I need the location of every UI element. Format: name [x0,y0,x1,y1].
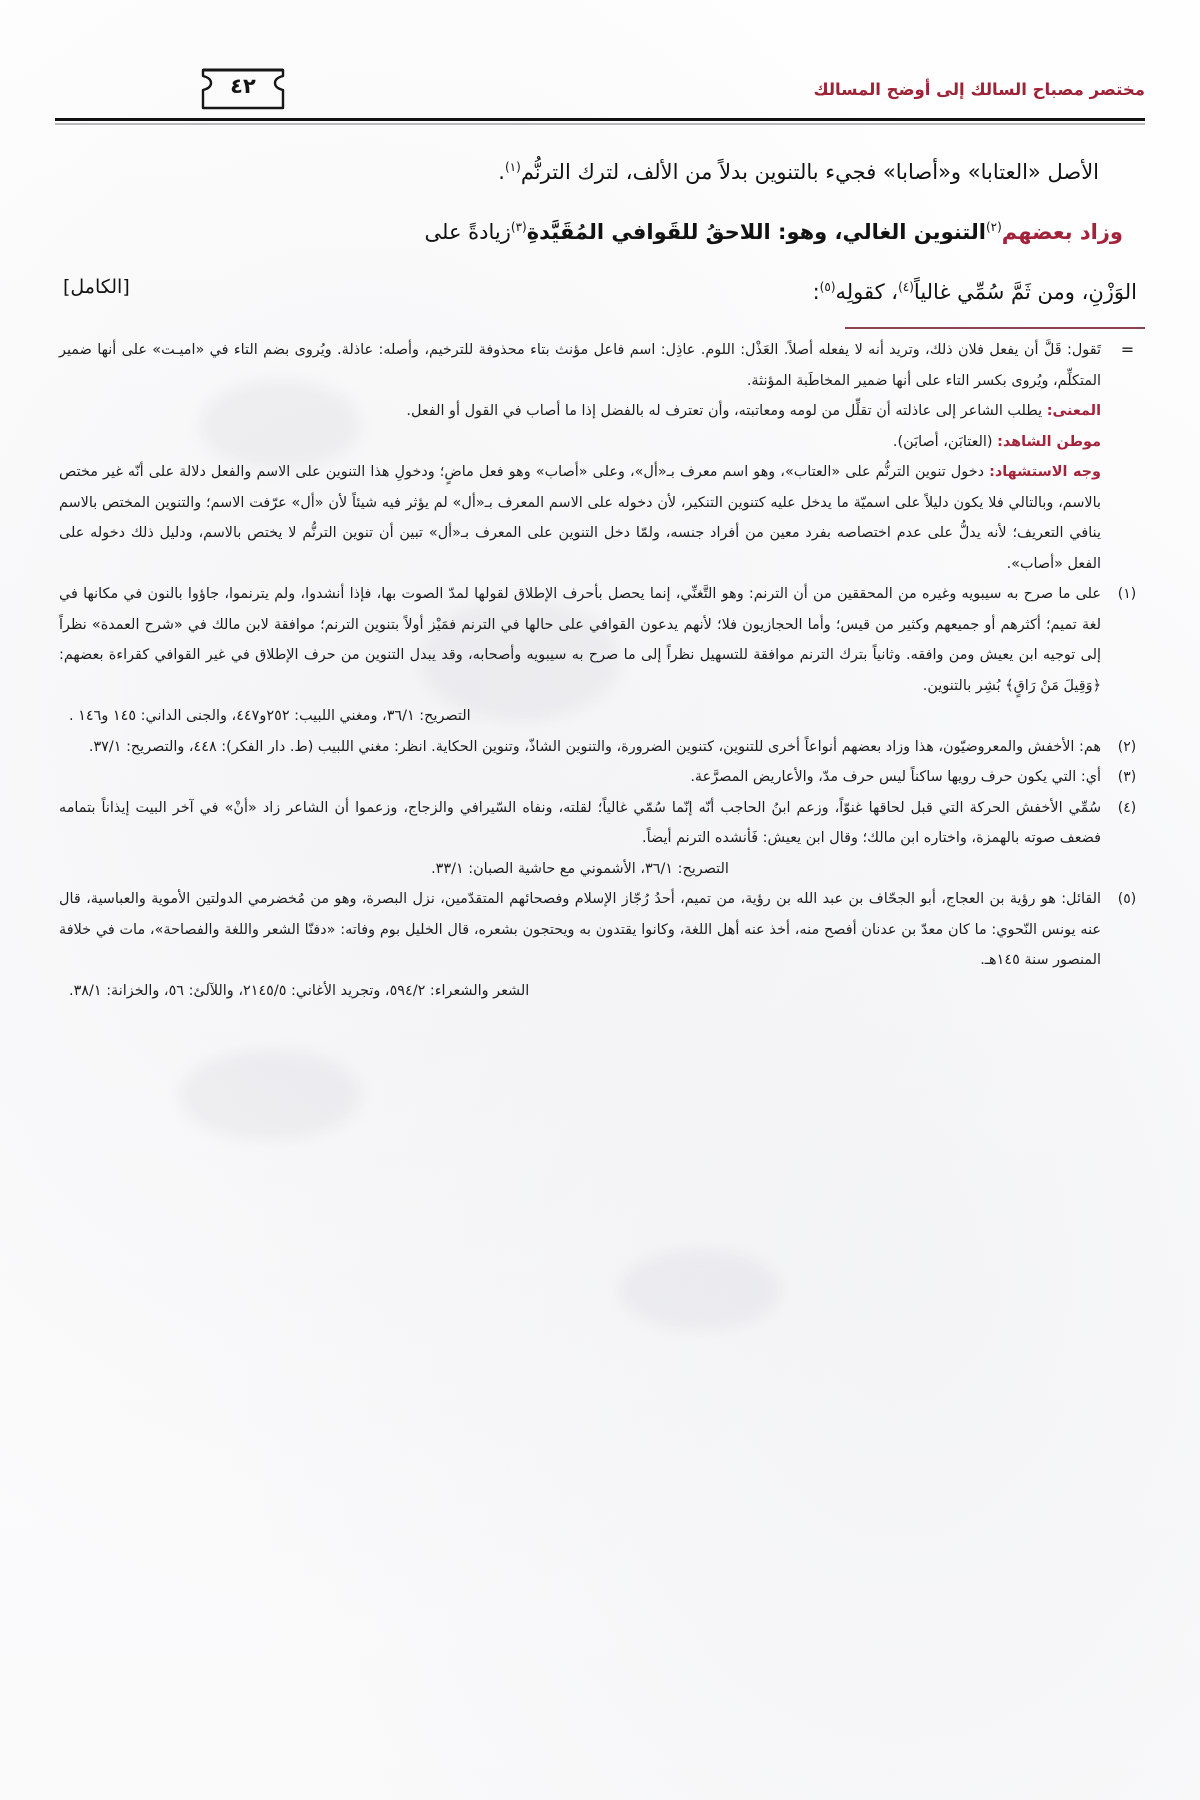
label-shahid-locus: موطن الشاهد: [997,433,1101,450]
footnote-text-line: واختاره ابن مالك؛ وقال ابن يعيش: فَأنشده الترنم أيضاً. [642,830,967,846]
label-meaning: المعنى: [1046,403,1101,419]
footnote-text-line: أي: التي يكون حرف رويها ساكناً ليس حرف مدّ، والأعاريض المصرَّعة. [690,769,1101,785]
footnote-text-line: دخول تنوين الترنُّم على «العتاب»، وهو اسم معرف بـ«أل»، وعلى «أصاب» وهو فعل [478,464,984,480]
footnote-separator [845,327,1145,329]
footnote-text-line: (العتابَن، أصابَن). [892,433,993,450]
footnote-marker: (١) [1117,586,1137,602]
footnote-source: التصريح: ٣٦/١، الأشموني مع حاشية الصبان: ٣٣/١. [431,860,729,877]
footnote-text-line: لقولها لمدّ الصوت بها، فإذا أنشدوا، ولم يترنموا، جاؤوا بالنون في مكانها في لغة تميم؛ أكثرهم أو [59,586,1101,633]
book-title: مختصر مصباح السالك إلى أوضح المسالك [813,80,1145,99]
footnote-text-line: بتنوين الترنم؛ موافقة لابن مالك في «شرح العمدة» نظراً إلى توجيه ابن يعيش ومن وافقه. وثانياً بترك [59,616,1101,663]
footnote-body [55,579,1145,732]
footnote-ref-1[interactable]: (١) [504,160,521,174]
footnote-text-line: على ما صرح به سيبويه وغيره من المحققين من أن الترنم: وهو التَّغنِّي، إنما يحصل بأحرف الإطلاق [513,586,1102,602]
header-rule-primary [55,118,1145,121]
header-rule-secondary [55,123,1145,125]
footnote-body [55,793,1145,885]
footnote-text-line: وفصحائهم المتقدّمين، نزل البصرة، وهو من مُخضرمي الدولتين الأموية والعباسية، قال عنه يونس [59,891,1101,938]
footnote-text-line: هم: الأخفش والمعروضيّون، هذا وزاد بعضهم أنواعاً أخرى للتنوين، كتنوين الضرورة، والتنوين [565,738,1101,755]
matn-line-3-b: ، كقولِه [835,280,899,304]
footnote-body [55,335,1145,579]
footnote-text-line: دليلاً على اسميّة ما يدخل عليه كتنوين التنكير، لأن دخوله على الاسم المعرف بـ«أل» لم يؤثر فيه شيئاً [351,494,949,511]
matn-line-3-c: : [812,280,820,304]
footnote-marker: (٢) [1117,738,1137,755]
footnote-source: الشعر والشعراء: ٥٩٤/٢، وتجريد الأغاني: ٢١٤٥/٥، واللآلئ: ٥٦، والخزانة: ٣٨/١. [69,982,530,999]
matn-line-2-red: وزاد بعضهم [1001,220,1123,244]
footnote-text-line: القول أو الفعل. [406,403,499,419]
footnote-text-line: القائل: هو رؤية بن العجاج، أبو الجحّاف بن عبد الله بن رؤية، من تميم، أحدُ رُجّاز الإسلام [574,891,1102,907]
footnote-text-line: قال الخليل بوم وفاته: «دفنّا الشعر واللغة والفصاحة»، مات في خلافة المنصور سنة ١٤٥هـ. [59,921,1101,968]
footnote-text-line: معين من أفراد جنسه، ولمّا دخل التنوين على المعرف بـ«أل» تبين أن تنوين الترنُّم لا يختص بالاسم، [198,525,800,541]
footnote-text-line: غير القوافي كقراءة بعضهم: ﴿وَقِيلَ مَنْ رَاقٍ﴾ بُشِر بالتنوين. [59,647,1101,694]
matn-line-1 [63,140,1137,200]
label-evidence: وجه الاستشهاد: [989,464,1101,480]
footnote-body [55,884,1145,1006]
matn-line-1-text: الأصل «العتابا» و«أصابا» فجيء بالتنوين بدلاً من الألف، لترك الترنُّم [520,160,1099,184]
footnote-text-line: تَقول: قَلَّ أن يفعل فلان ذلك، وتريد أنه لا يفعله أصلاً. العَذْل: اللوم. عاذِل: اسم فاعل مؤنث بتاء [530,342,1101,358]
footnote-text-line: بكسر التاء على أنها ضمير المخاطَبة المؤنثة. [746,372,1007,389]
matn-line-2-a: التنوين الغالي، وهو: اللاحقُ للقَوافي المُقَيَّدةِ [526,220,986,244]
footnote-item-5 [55,884,1145,1006]
footnotes-block [55,335,1145,1006]
main-text-block [63,140,1137,320]
matn-line-3-a: الوَزْنِ، ومن ثَمَّ سُمِّي غالياً [913,280,1137,304]
matn-line-2 [63,200,1137,260]
page-number-frame [195,62,291,116]
footnote-marker: (٤) [1117,799,1137,816]
footnote-text-line: سُمِّي الأخفش الحركة التي قبل لحاقها غنوّاً، وزعم ابنُ الحاجب أنّه إنّما سُمّي غالياً؛ لقلته، ونفاه [522,799,1101,816]
footnote-source: التصريح: ٣٦/١، ومغني اللبيب: ٢٥٢و٤٤٧، والجنى الداني: ١٤٥ و١٤٦ . [69,708,471,724]
footnote-text-line: الترنم موافقة للتسهيل نظراً إلى ما صرح به سيبويه وأصحابه، وقد يبدل التنوين من حرف الإطلاق في [230,647,834,663]
footnote-text-line: الشاذّ، وتنوين الحكاية. انظر: مغني اللبيب (ط. دار الفكر): ٤٤٨، والتصريح: ٣٧/١. [88,738,561,755]
footnote-marker: (٣) [1117,769,1137,785]
matn-line-3 [63,260,1137,320]
footnote-text-line: النّحوي: ما كان معدّ بن عدنان أفصح منه، أخذ عنه أهل اللغة، وكانوا يقتدون به ويحتجون بشعره، [473,921,1037,938]
footnote-text-line: ودليل ذلك دخوله على الفعل «أصاب». [59,525,1101,572]
footnote-item-3 [55,762,1145,793]
footnote-continued [55,335,1145,579]
footnote-text-line: ماضٍ؛ ودخولِ هذا التنوين على الاسم والفعل دلالة على أنّه غير مختص بالاسم، وبالتالي فلا يكون [59,464,1101,511]
footnote-body [55,762,1145,793]
footnote-ref-3[interactable]: (٣) [510,220,527,234]
matn-line-1-end: . [498,160,505,184]
footnote-text-line: محذوفة للترخيم، وأصله: عاذلة. ويُروى بضم التاء في «اميـت» على أنها ضمير المتكلِّم، ويُروى [59,342,1101,389]
footnote-body [55,732,1145,763]
footnote-text-line: يطلب الشاعر إلى عاذلته أن تقلِّل من لومه ومعاتبته، وأن تعترف له بالفضل إذا ما أصاب في [502,403,1043,419]
footnote-ref-4[interactable]: (٤) [898,280,914,294]
footnote-ref-5[interactable]: (٥) [819,280,836,294]
footnote-item-2 [55,732,1145,763]
footnote-text-line: جميعهم وكثير من قيس؛ وأما الحجازيون فلا؛ لأنهم يدعون القوافي على حالها في الترنم فمَيْز أولاً [404,616,980,633]
page-header [55,74,1145,118]
footnote-item-4 [55,793,1145,885]
footnote-text-line: لأن «أل» عرّفت الاسم؛ والتنوين المختص بالاسم ينافي التعريف؛ لأنه يدلُّ على عدم اختصاصه بفرد [59,494,1102,541]
meter-label: [الكامل] [63,276,130,298]
footnote-ref-2[interactable]: (٢) [985,220,1002,234]
footnote-marker: = [1120,340,1134,359]
page-number: ٤٢ [230,74,256,98]
footnote-text-line: السّيرافي والزجاج، وزعموا أن الشاعر زاد «أنْ» في آخر البيت إيذاناً بتمامه فضعف صوته بالهمزة، [59,799,1101,846]
matn-line-2-b: زيادةً على [424,220,511,244]
page-content [55,0,1145,1800]
footnote-marker: (٥) [1117,891,1137,907]
footnote-item-1 [55,579,1145,732]
